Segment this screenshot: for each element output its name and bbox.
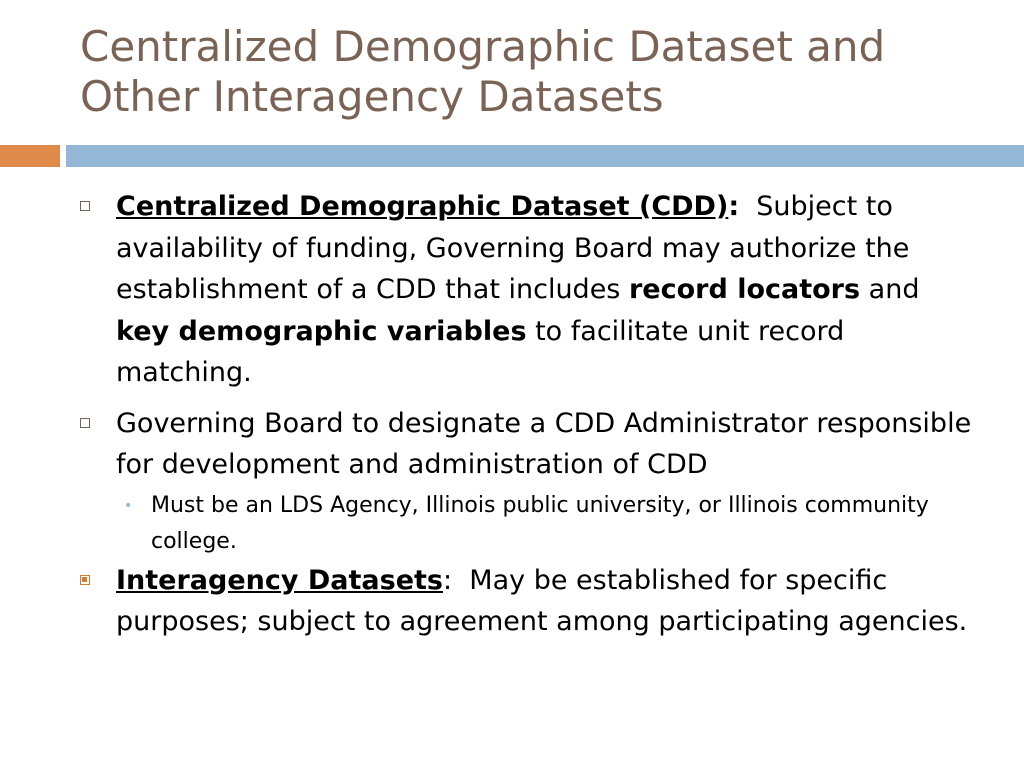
interagency-colon: : <box>443 564 453 596</box>
interagency-term: Interagency Datasets <box>116 564 444 596</box>
bullet-administrator <box>80 403 980 486</box>
cdd-bold-record-locators: record locators <box>628 274 861 305</box>
title-line-2: Other Interagency Datasets <box>80 72 664 121</box>
administrator-text: Governing Board to designate a CDD Administrator responsible for development and administration of CDD <box>116 407 972 480</box>
square-bullet-icon <box>80 575 90 585</box>
eligibility-text: Must be an LDS Agency, Illinois public university, or Illinois community college. <box>151 492 929 554</box>
dot-bullet-icon: • <box>124 497 133 514</box>
slide-body <box>80 186 980 643</box>
square-bullet-icon <box>80 418 90 428</box>
accent-bar-orange <box>0 145 60 167</box>
sub-bullet-eligibility <box>80 488 980 560</box>
slide-title <box>80 22 1000 122</box>
bullet-cdd <box>80 186 980 394</box>
cdd-bold-key-variables: key demographic variables <box>116 315 527 347</box>
title-line-1: Centralized Demographic Dataset and <box>80 22 886 71</box>
interagency-text: May be established for specific purposes; subject to agreement among participating agencies. <box>116 564 968 637</box>
cdd-text-3: to facilitate unit record matching. <box>116 315 853 388</box>
cdd-colon: : <box>728 191 740 222</box>
cdd-text-2: and <box>860 274 929 305</box>
cdd-term: Centralized Demographic Dataset (CDD) <box>116 191 729 222</box>
cdd-text-1: Subject to availability of funding, Governing Board may authorize the establishment of a CDD that includes <box>116 191 918 305</box>
bullet-interagency <box>80 560 980 643</box>
square-bullet-icon <box>80 201 90 211</box>
accent-bar-blue <box>66 145 1024 167</box>
